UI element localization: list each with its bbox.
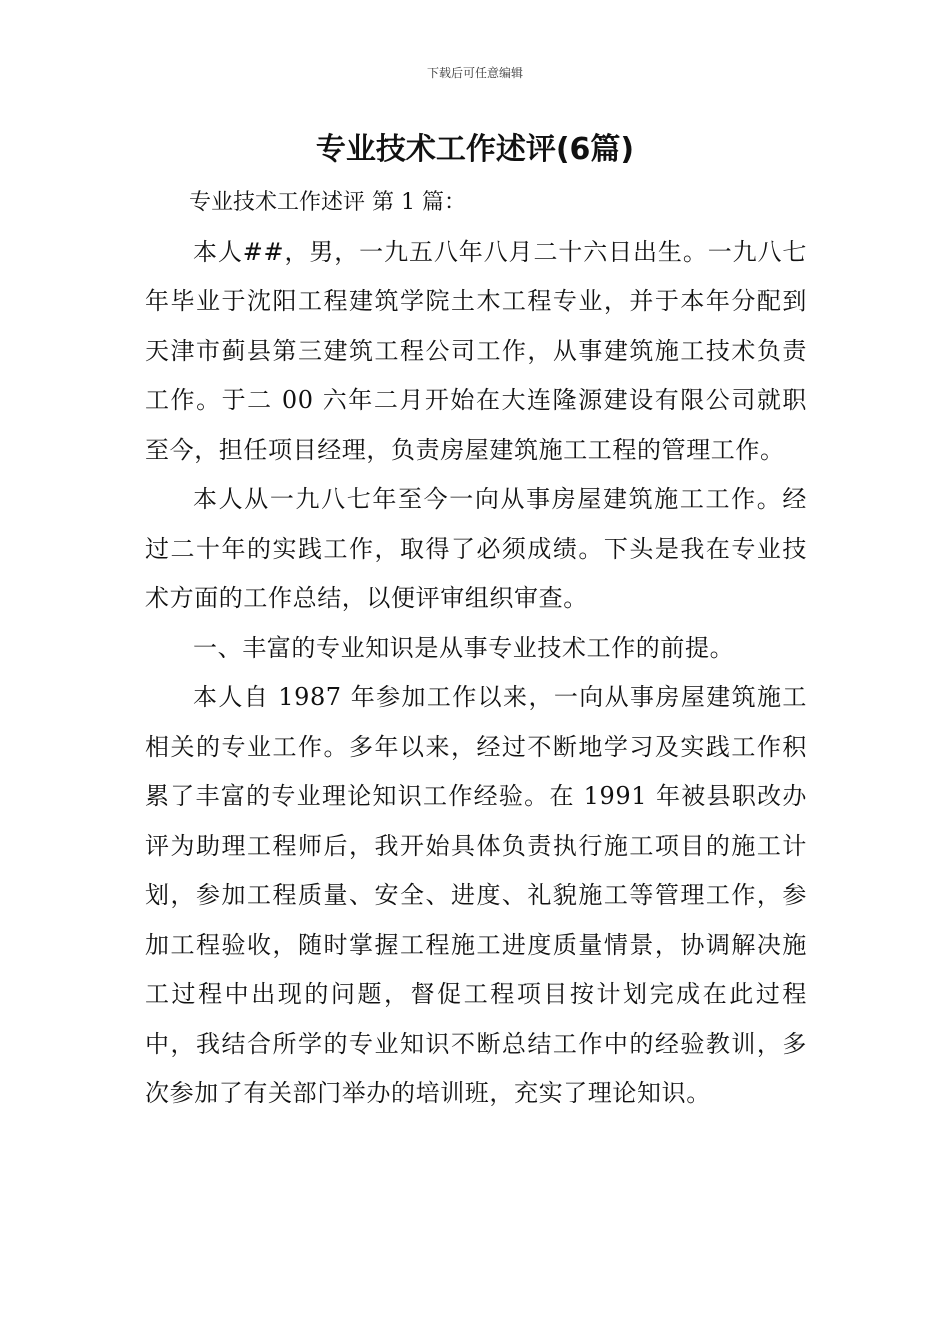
paragraph-1: 本人##，男，一九五八年八月二十六日出生。一九八七年毕业于沈阳工程建筑学院土木工程专业，并于本年分配到天津市蓟县第三建筑工程公司工作，从事建筑施工技术负责工作。于二 00 六年二月开始在大连隆源建设有限公司就职至今，担任项目经理，负责房屋建筑施工工程的管理工作。 <box>145 237 807 464</box>
section-subheading: 专业技术工作述评 第 1 篇： <box>189 190 466 215</box>
paragraph-3-heading: 一、丰富的专业知识是从事专业技术工作的前提。 <box>193 633 735 662</box>
document-title: 专业技术工作述评(6篇) <box>315 132 635 167</box>
document-body <box>145 178 807 1119</box>
paragraph-2: 本人从一九八七年至今一向从事房屋建筑施工工作。经过二十年的实践工作，取得了必须成绩。下头是我在专业技术方面的工作总结，以便评审组织审查。 <box>145 485 807 612</box>
header-note: 下载后可任意编辑 <box>426 66 523 80</box>
paragraph-4: 本人自 1987 年参加工作以来，一向从事房屋建筑施工相关的专业工作。多年以来，经过不断地学习及实践工作积累了丰富的专业理论知识工作经验。在 1991 年被县职改办评为助理工程师后，我开始具体负责执行施工项目的施工计划，参加工程质量、安全、进度、礼貌施工等管理工作，参加工程验收，随时掌握工程施工进度质量情景，协调解决施工过程中出现的问题，督促工程项目按计划完成在此过程中，我结合所学的专业知识不断总结工作中的经验教训，多次参加了有关部门举办的培训班，充实了理论知识。 <box>145 683 807 1107</box>
